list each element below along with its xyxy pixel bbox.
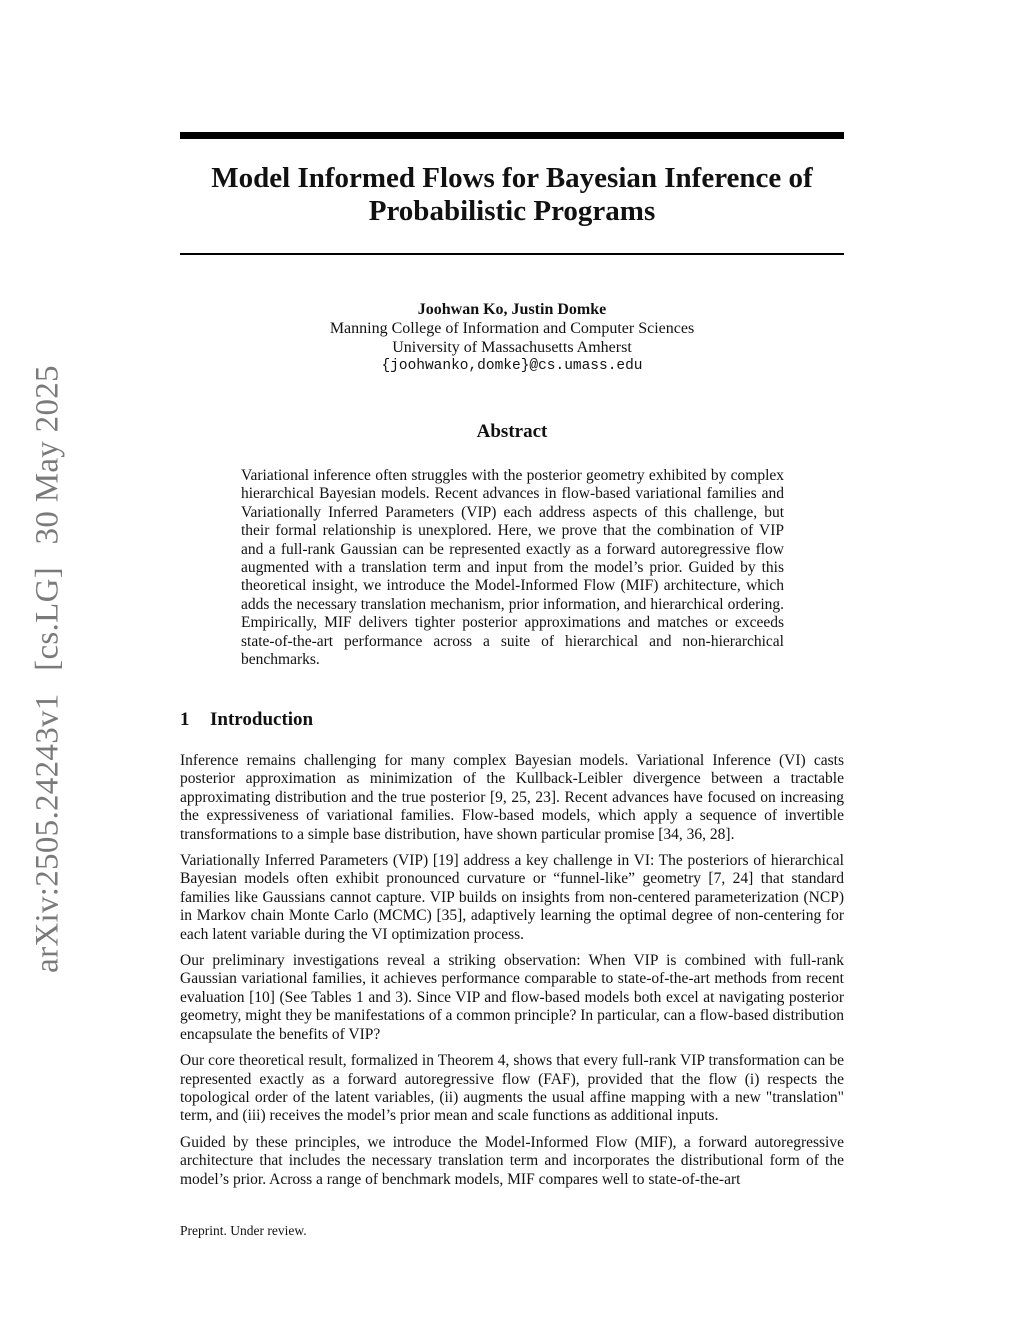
section-title: Introduction xyxy=(210,709,314,730)
footer-note: Preprint. Under review. xyxy=(180,1223,307,1238)
section-number: 1 xyxy=(180,709,190,730)
section-heading-introduction xyxy=(180,708,313,732)
affiliation-college: Manning College of Information and Computer Sciences xyxy=(329,320,695,337)
affiliation-university: University of Massachusetts Amherst xyxy=(392,339,632,356)
title-top-rule xyxy=(180,132,844,139)
author-block xyxy=(180,300,844,376)
arxiv-date: 30 May 2025 xyxy=(29,365,66,545)
author-email: {joohwanko,domke}@cs.umass.edu xyxy=(381,358,643,374)
author-names: Joohwan Ko, Justin Domke xyxy=(417,301,607,318)
paragraph: Our preliminary investigations reveal a striking observation: When VIP is combined with full-rank Gaussian variational families, it achieves performance comparable to state-of-the-art methods from recent evaluation [10] (See Tables 1 and 3). Since VIP and flow-based models both excel at navigating posterior geometry, might they be manifestations of a common principle? In particular, can a flow-based distribution encapsulate the benefits of VIP? xyxy=(180,952,844,1043)
title-bottom-rule xyxy=(180,253,844,255)
paragraph: Guided by these principles, we introduce the Model-Informed Flow (MIF), a forward autoregressive architecture that includes the necessary translation term and incorporates the distributional form of the model’s prior. Across a range of benchmark models, MIF compares well to state-of-the-art xyxy=(180,1133,844,1188)
paper-title-line-2: Probabilistic Programs xyxy=(368,195,656,227)
introduction-body xyxy=(180,752,844,1197)
paragraph: Inference remains challenging for many complex Bayesian models. Variational Inference (VI) casts posterior approximation as minimization of the Kullback-Leibler divergence between a tractable approximating distribution and the true posterior [9, 25, 23]. Recent advances have focused on increasing the expressiveness of variational families. Flow-based models, which apply a sequence of invertible transformations to a simple base distribution, have shown particular promise [34, 36, 28]. xyxy=(180,752,844,843)
abstract-text: Variational inference often struggles with the posterior geometry exhibited by complex hierarchical Bayesian models. Recent advances in flow-based variational families and Variationally Inferred Parameters (VIP) each address aspects of this challenge, but their formal relationship is unexplored. Here, we prove that the combination of VIP and a full-rank Gaussian can be represented exactly as a forward autoregressive flow augmented with a translation term and input from the model’s prior. Guided by this theoretical insight, we introduce the Model-Informed Flow (MIF) architecture, which adds the necessary translation mechanism, prior information, and hierarchical ordering. Empirically, MIF delivers tighter posterior approximations and matches or exceeds state-of-the-art performance across a suite of hierarchical and non-hierarchical benchmarks. xyxy=(241,467,784,669)
paragraph: Our core theoretical result, formalized in Theorem 4, shows that every full-rank VIP transformation can be represented exactly as a forward autoregressive flow (FAF), provided that the flow (i) respects the topological order of the latent variables, (ii) augments the usual affine mapping with a new "translation" term, and (iii) receives the model’s prior mean and scale functions as additional inputs. xyxy=(180,1052,844,1125)
arxiv-stamp xyxy=(30,351,67,973)
paragraph: Variationally Inferred Parameters (VIP) [19] address a key challenge in VI: The posteriors of hierarchical Bayesian models often exhibit pronounced curvature or “funnel-like” geometry [7, 24] that standard families like Gaussians cannot capture. VIP builds on insights from non-centered parameterization (NCP) in Markov chain Monte Carlo (MCMC) [35], adaptively learning the optimal degree of non-centering for each latent variable during the VI optimization process. xyxy=(180,852,844,943)
paper-title xyxy=(180,162,844,228)
arxiv-id: arXiv:2505.24243v1 xyxy=(29,693,66,973)
arxiv-category: [cs.LG] xyxy=(29,567,66,671)
abstract-heading: Abstract xyxy=(476,421,548,442)
paper-title-line-1: Model Informed Flows for Bayesian Inference of xyxy=(211,162,813,194)
